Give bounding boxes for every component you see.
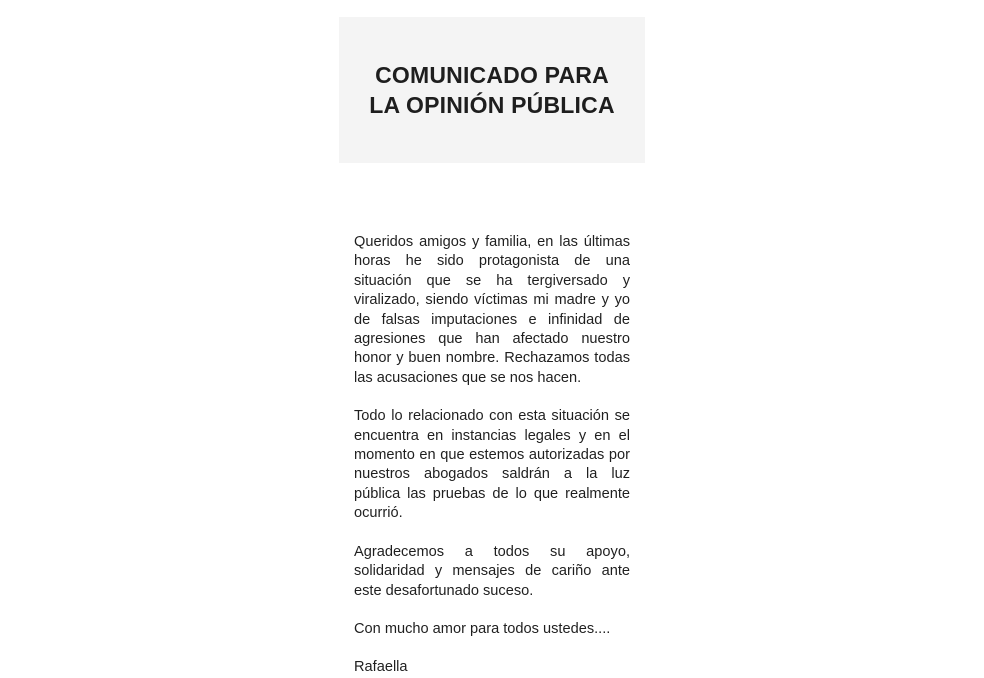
paragraph-3: Agradecemos a todos su apoyo, solidaridad y mensajes de cariño ante este desafortunado suceso. <box>354 543 630 599</box>
title-line-2: LA OPINIÓN PÚBLICA <box>369 92 615 118</box>
page-title <box>369 60 615 120</box>
title-line-1: COMUNICADO PARA <box>375 62 609 88</box>
title-banner <box>339 17 645 163</box>
paragraph-2: Todo lo relacionado con esta situación se encuentra en instancias legales y en el momento en que estemos autorizadas por nuestros abogados saldrán a la luz pública las pruebas de lo que realmente ocurrió. <box>354 408 630 522</box>
paragraph-1: Queridos amigos y familia, en las últimas horas he sido protagonista de una situación que se ha tergiversado y viralizado, siendo víctimas mi madre y yo de falsas imputaciones e infinidad de agresiones que han afectado nuestro honor y buen nombre. Rechazamos todas las acusaciones que se nos hacen. <box>354 234 630 386</box>
signature: Rafaella <box>354 659 408 676</box>
statement-body <box>354 233 630 678</box>
paragraph-4: Con mucho amor para todos ustedes.... <box>354 620 611 637</box>
